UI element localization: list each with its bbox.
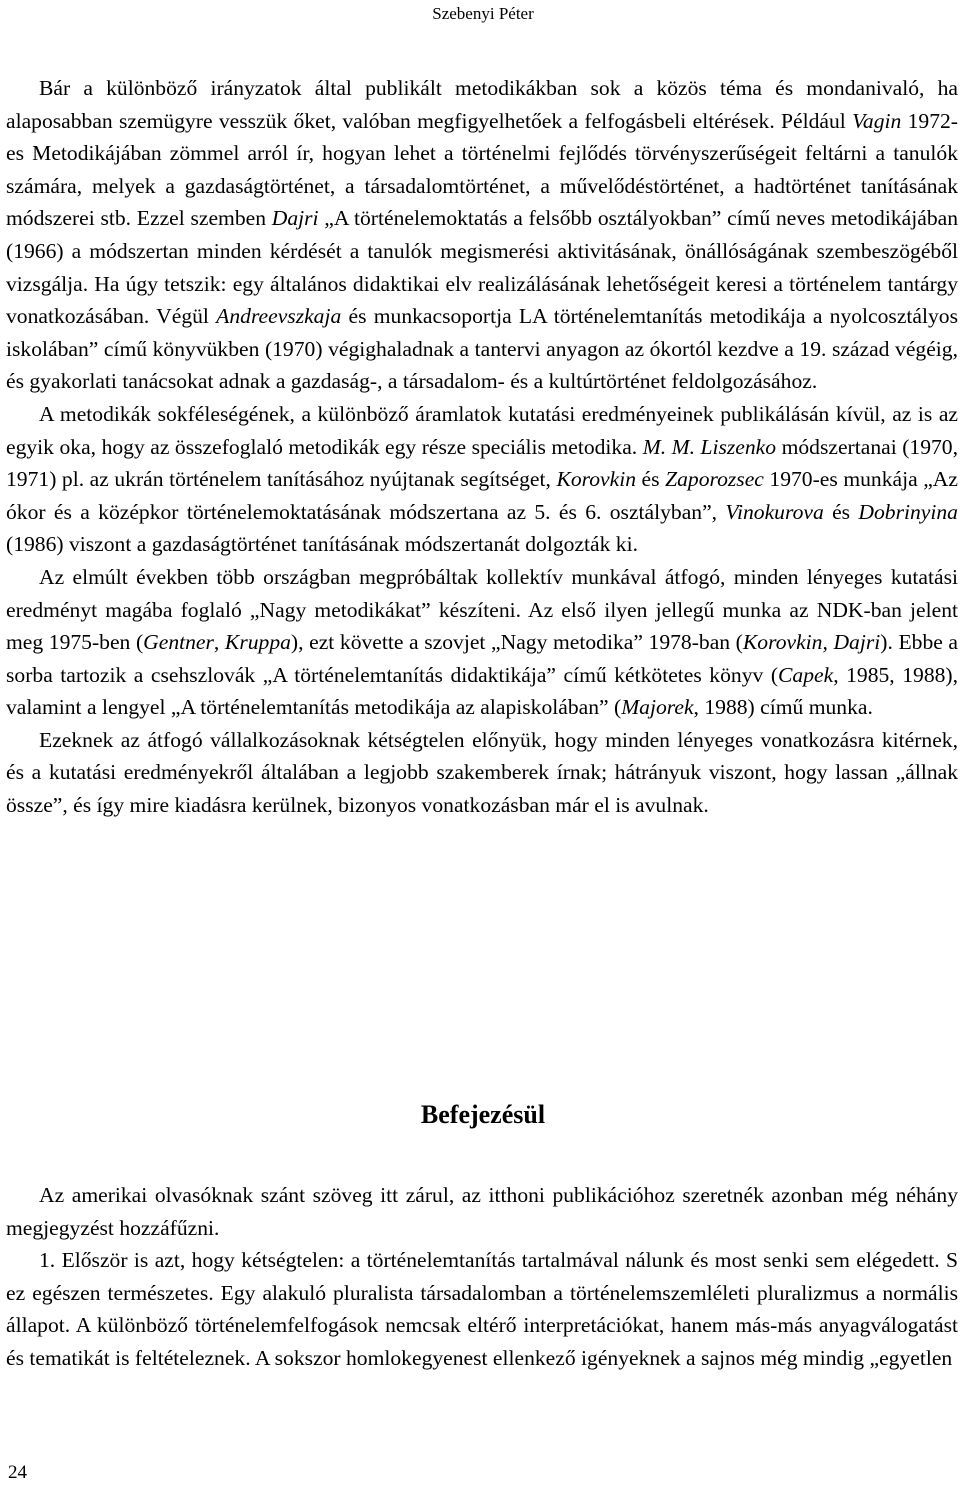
text-run: (1986) viszont a gazdaságtörténet tanításának módszertanát dolgozták ki. [6, 532, 638, 557]
paragraph-pros-cons [6, 724, 958, 822]
italic-reference: Korovkin [556, 467, 637, 492]
conclusion-paragraph-first-point: 1. Először is azt, hogy kétségtelen: a történelemtanítás tartalmával nálunk és most senki sem elégedett. S ez egészen természetes. Egy alakuló pluralista társadalomban a történelemszemléleti pluralizmus a normális állapot. A különböző történelemfelfogások nemcsak eltérő interpretációkat, hanem más-más anyagválogatást és tematikát is feltételeznek. A sokszor homlokegyenest ellenkező igényeknek a sajnos még mindig „egyetlen [6, 1248, 958, 1370]
text-run: 1972-es Metodikájában zömmel arról ír, hogyan lehet a történelmi fejlődés törvényszerűségeit feltárni a tanulók számára, melyek a gazdaságtörténet, a társadalomtörténet, a művelődéstörténet, a hadtörténet tanításának módszerei stb. Ezzel szemben [6, 108, 958, 231]
text-run: Bár a különböző irányzatok által publikált metodikákban sok a közös téma és mondanivaló, ha alaposabban szemügyre vesszük őket, valóban megfigyelhetőek a felfogásbeli eltérések. Például [6, 76, 958, 133]
running-header-author: Szebenyi Péter [432, 4, 534, 23]
text-run: és munkacsoportja LA történelemtanítás metodikája a nyolcosztályos iskolában” című könyvükben (1970) végighaladnak a tantervi anyagon az ókortól kezdve a 19. század végéig, és gyakorlati tanácsokat adnak a gazdaság-, a társadalom- és a kultúrtörténet feldolgozásához. [6, 304, 958, 394]
main-body-text [6, 72, 958, 822]
italic-reference: Andreevszkaja [216, 304, 342, 329]
paragraph-special-methodology [6, 398, 958, 561]
text-run: módszertanai (1970, 1971) pl. az ukrán történelem tanításához nyújtanak segítséget, [6, 434, 958, 492]
italic-reference: Zaporozsec [665, 467, 764, 492]
italic-reference: Kruppa [224, 630, 291, 655]
text-run: ). Ebbe a sorba tartozik a csehszlovák „A történelemtanítás didaktikája” című kétkötetes könyv ( [6, 630, 959, 687]
text-run: , [213, 630, 225, 655]
text-run: A metodikák sokféleségének, a különböző áramlatok kutatási eredményeinek publikálásán kívül, az is az egyik oka, hogy az összefoglaló metodikák egy része speciális metodika. [6, 401, 958, 459]
text-run: Ezeknek az átfogó vállalkozásoknak kétségtelen előnyük, hogy minden lényeges vonatkozásra kitérnek, és a kutatási eredményekről általában a legjobb szakemberek írnak; hátrányuk viszont, hogy lassan „állnak össze”, és így mire kiadásra kerülnek, bizonyos vonatkozásban már el is avulnak. [6, 727, 958, 818]
text-run: ), ezt követte a szovjet „Nagy metodika” 1978-ban ( [290, 630, 743, 655]
italic-reference: Vagin [852, 108, 902, 133]
text-run: és [823, 499, 859, 524]
italic-reference: Gentner [143, 630, 214, 655]
text-run: és [636, 467, 666, 492]
paragraph-great-methodologies [6, 561, 958, 724]
text-run: , 1988) című munka. [693, 695, 873, 720]
conclusion-paragraph-intro: Az amerikai olvasóknak szánt szöveg itt zárul, az itthoni publikációhoz szeretnék azonban még néhány megjegyzést hozzáfűzni. [6, 1183, 958, 1240]
italic-reference: Dobrinyina [858, 499, 958, 524]
page-number: 24 [8, 1462, 27, 1483]
document-page [6, 0, 960, 1489]
text-run: 1970-es munkája „Az ókor és a középkor történelemoktatásának módszertana az 5. és 6. osztályban”, [6, 467, 958, 524]
italic-reference: M. M. Liszenko [642, 434, 777, 459]
text-run: „A történelemoktatás a felsőbb osztályokban” című neves metodikájában (1966) a módszertan minden kérdését a tanulók megismerési aktivitásának, önállóságának szembeszögéből vizsgálja. Ha úgy tetszik: egy általános didaktikai elv realizálásának lehetőségeit keresi a történelem tantárgy vonatkozásában. Végül [6, 206, 958, 329]
text-run: , 1985, 1988), valamint a lengyel „A történelemtanítás metodikája az alapiskolában” ( [6, 662, 959, 720]
italic-reference: Vinokurova [725, 499, 824, 524]
italic-reference: Capek [778, 662, 834, 687]
italic-reference: Korovkin, Dajri [742, 630, 881, 655]
italic-reference: Dajri [271, 206, 319, 231]
italic-reference: Majorek [621, 695, 694, 720]
section-heading: Befejezésül [420, 1100, 546, 1129]
paragraph-methodologies [6, 72, 958, 398]
conclusion-text [6, 1179, 958, 1375]
text-run: Az elmúlt években több országban megpróbáltak kollektív munkával átfogó, minden lényeges kutatási eredményt magába foglaló „Nagy metodikákat” készíteni. Az első ilyen jellegű munka az NDK-ban jelent meg 1975-ben ( [6, 564, 958, 655]
